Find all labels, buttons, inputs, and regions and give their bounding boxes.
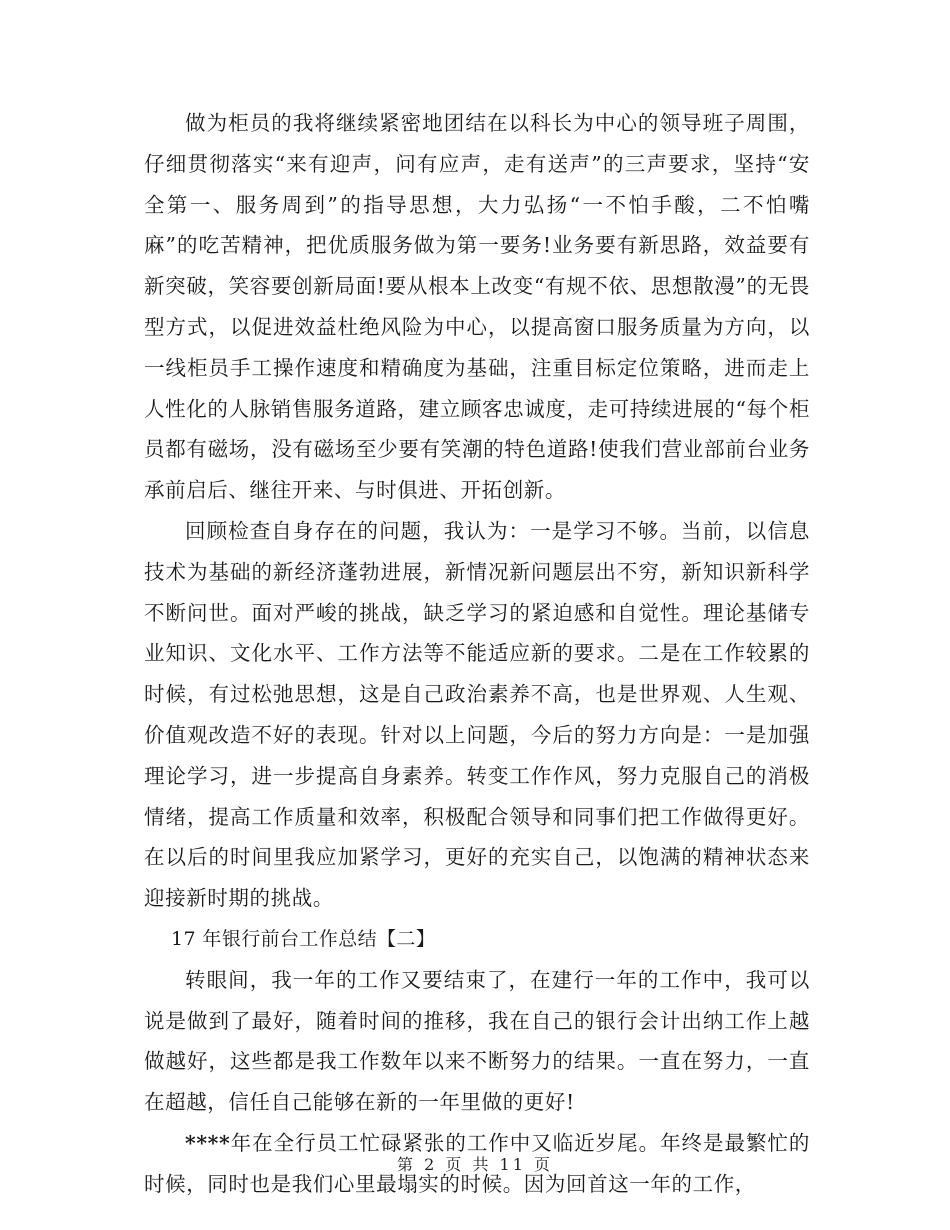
- paragraph-self-review: 回顾检查自身存在的问题，我认为：一是学习不够。当前，以信息技术为基础的新经济蓬勃进展，新情况新问题层出不穷，新知识新科学不断问世。面对严峻的挑战，缺乏学习的紧迫感和自觉性。理论基储专业知识、文化水平、工作方法等不能适应新的要求。二是在工作较累的时候，有过松弛思想，这是自己政治素养不高，也是世界观、人生观、价值观改造不好的表现。针对以上问题，今后的努力方向是：一是加强理论学习，进一步提高自身素养。转变工作作风，努力克服自己的消极情绪，提高工作质量和效率，积极配合领导和同事们把工作做得更好。在以后的时间里我应加紧学习，更好的充实自己，以饱满的精神状态来迎接新时期的挑战。: [144, 518, 810, 911]
- footer-middle: 页 共: [445, 1155, 492, 1174]
- footer-total-pages: 11: [499, 1155, 526, 1174]
- paragraph-year-end: 转眼间，我一年的工作又要结束了，在建行一年的工作中，我可以说是做到了最好，随着时间的推移，我在自己的银行会计出纳工作上越做越好，这些都是我工作数年以来不断努力的结果。一直在努力，一直在超越，信任自己能够在新的一年里做的更好!: [144, 967, 810, 1115]
- masked-year: ****: [185, 1130, 231, 1155]
- page-number-footer: [0, 1152, 950, 1175]
- footer-suffix: 页: [534, 1155, 554, 1174]
- paragraph-year-summary-text: 年在全行员工忙碌紧张的工作中又临近岁尾。年终是最繁忙的时候，同时也是我们心里最塌实的时候。因为回首这一年的工作，: [144, 1130, 810, 1196]
- paragraph-teller-commitment: 做为柜员的我将继续紧密地团结在以科长为中心的领导班子周围，仔细贯彻落实“来有迎声，问有应声，走有送声”的三声要求，坚持“安全第一、服务周到”的指导思想，大力弘扬“一不怕手酸，二不怕嘴麻”的吃苦精神，把优质服务做为第一要务!业务要有新思路，效益要有新突破，笑容要创新局面!要从根本上改变“有规不依、思想散漫”的无畏型方式，以促进效益杜绝风险为中心，以提高窗口服务质量为方向，以一线柜员手工操作速度和精确度为基础，注重目标定位策略，进而走上人性化的人脉销售服务道路，建立顾客忠诚度，走可持续进展的“每个柜员都有磁场，没有磁场至少要有笑潮的特色道路!使我们营业部前台业务承前启后、继往开来、与时俱进、开拓创新。: [144, 111, 810, 503]
- footer-prefix: 第: [396, 1155, 416, 1174]
- document-body: [144, 103, 810, 1205]
- footer-current-page: 2: [424, 1155, 438, 1174]
- section-heading: 17 年银行前台工作总结【二】: [171, 927, 436, 950]
